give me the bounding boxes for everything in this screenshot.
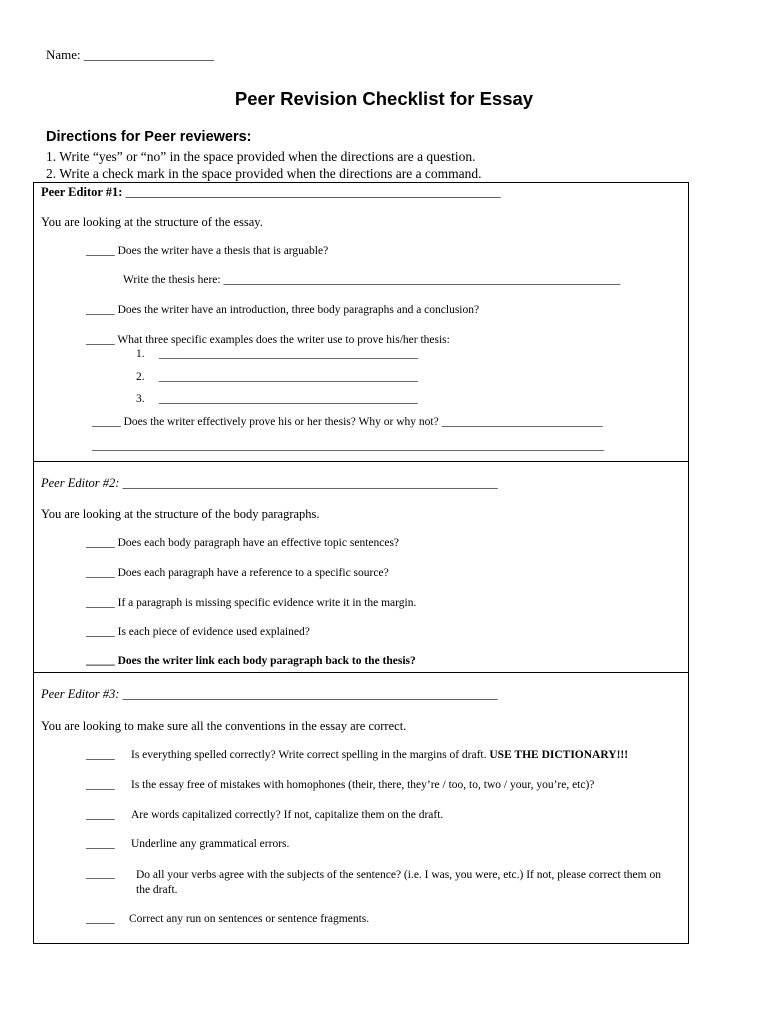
checklist-item-thesis-link: _____ Does the writer link each body paragraph back to the thesis? [86, 655, 416, 667]
section-1-intro: You are looking at the structure of the essay. [41, 215, 263, 229]
blank-line: _____ [86, 838, 115, 850]
answer-line: _________________________________________________________________________________________ [92, 440, 604, 452]
peer-editor-3-section [33, 672, 689, 944]
peer-editor-2-label: Peer Editor #2: [41, 476, 120, 490]
example-number: 2. [136, 371, 145, 383]
example-line: _____________________________________________ [159, 393, 418, 405]
blank-line: _____ [86, 868, 115, 880]
peer-editor-1-row [41, 185, 501, 200]
example-line: _____________________________________________ [159, 371, 418, 383]
direction-item-1: 1. Write “yes” or “no” in the space provided when the directions are a question. [46, 149, 476, 164]
peer-editor-2-line: ____________________________________________________________ [122, 476, 498, 490]
example-line: _____________________________________________ [159, 348, 418, 360]
verb-agreement-check-item: Do all your verbs agree with the subjects of the sentence? (i.e. I was, you were, etc.) If not, please correct them on the draft. [136, 869, 661, 896]
thesis-write-prompt: Write the thesis here: _____________________________________________________________________ [123, 274, 621, 286]
peer-editor-1-line: ____________________________________________________________ [125, 185, 501, 199]
blank-line: _____ [86, 749, 115, 761]
checklist-item: _____ Is each piece of evidence used explained? [86, 626, 310, 638]
examples-question: _____ What three specific examples does the writer use to prove his/her thesis: [86, 334, 450, 346]
section-3-intro: You are looking to make sure all the conventions in the essay are correct. [41, 719, 407, 733]
blank-line: _____ [86, 913, 115, 925]
effective-proof-question: _____ Does the writer effectively prove his or her thesis? Why or why not? ____________________________ [92, 416, 603, 428]
grammar-check-item: Underline any grammatical errors. [131, 838, 290, 850]
page-title: Peer Revision Checklist for Essay [234, 88, 534, 109]
homophones-check-item: Is the essay free of mistakes with homophones (their, there, they’re / too, to, two / your, you’re, etc)? [131, 779, 595, 791]
directions-heading: Directions for Peer reviewers: [46, 129, 252, 145]
dictionary-emphasis: USE THE DICTIONARY!!! [489, 749, 629, 761]
checklist-item: _____ Does each paragraph have a reference to a specific source? [86, 567, 389, 579]
spelling-check-item [131, 749, 628, 761]
name-field-label: Name: ____________________ [46, 47, 214, 62]
peer-editor-3-row [41, 687, 498, 702]
peer-editor-3-line: ____________________________________________________________ [122, 687, 498, 701]
example-number: 1. [136, 348, 145, 360]
spelling-check-text: Is everything spelled correctly? Write correct spelling in the margins of draft. [131, 749, 487, 761]
peer-editor-1-label: Peer Editor #1: [41, 185, 123, 199]
blank-line: _____ [86, 809, 115, 821]
capitalization-check-item: Are words capitalized correctly? If not, capitalize them on the draft. [131, 809, 444, 821]
structure-question: _____ Does the writer have an introduction, three body paragraphs and a conclusion? [86, 304, 480, 316]
blank-line: _____ [86, 779, 115, 791]
checklist-item: _____ If a paragraph is missing specific evidence write it in the margin. [86, 597, 417, 609]
section-2-intro: You are looking at the structure of the body paragraphs. [41, 507, 320, 521]
direction-item-2: 2. Write a check mark in the space provided when the directions are a command. [46, 166, 482, 181]
example-row-3 [136, 393, 418, 405]
thesis-arguable-question: _____ Does the writer have a thesis that is arguable? [86, 245, 329, 257]
checklist-item: _____ Does each body paragraph have an effective topic sentences? [86, 537, 400, 549]
peer-editor-2-row [41, 476, 498, 491]
example-row-1 [136, 348, 418, 360]
example-row-2 [136, 371, 418, 383]
peer-editor-3-label: Peer Editor #3: [41, 687, 120, 701]
example-number: 3. [136, 393, 145, 405]
run-on-check-item: Correct any run on sentences or sentence fragments. [129, 913, 370, 925]
